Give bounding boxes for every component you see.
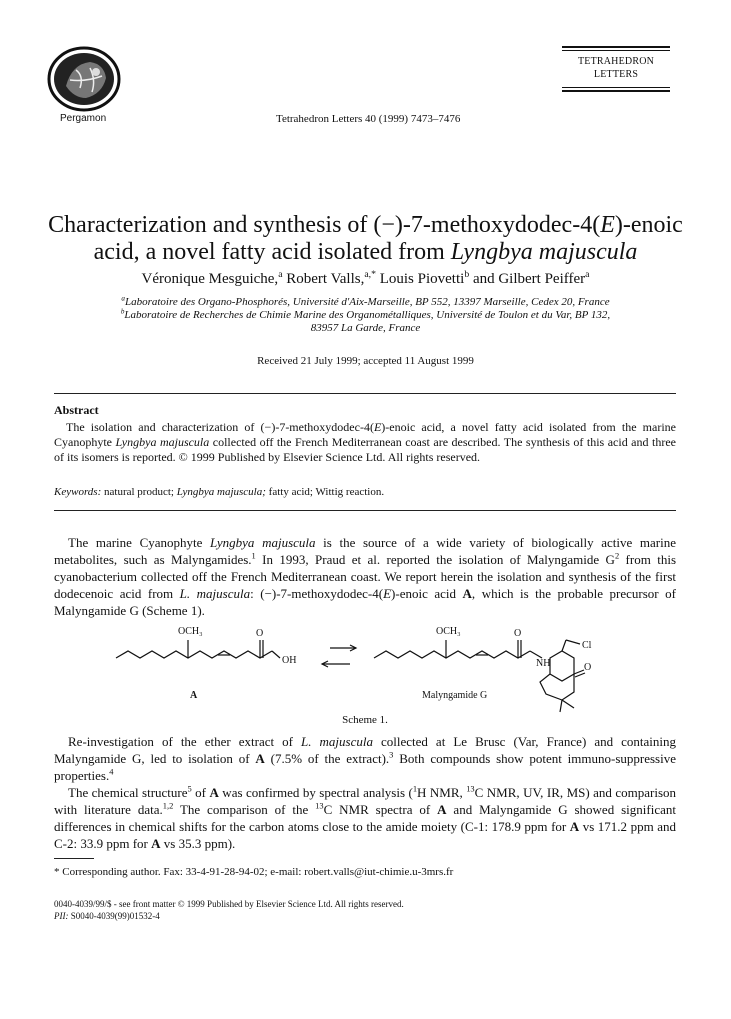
compound-label-malyngamide: Malyngamide G xyxy=(422,690,488,701)
affiliation-b-cont: 83957 La Garde, France xyxy=(310,322,421,334)
author: Véronique Mesguiche, xyxy=(141,271,279,287)
author-list: Véronique Mesguiche,$^a$ Robert Valls,$^{a,*}$ Louis Piovetti$^b$ and Gilbert Peiffer$^a$ xyxy=(141,269,590,287)
journal-title-line2: LETTERS xyxy=(593,69,639,80)
article-title: Characterization and synthesis of (−)-7-methoxydodec-4(E)-enoic acid, a novel fatty acid isolated from Lyngbya majuscula xyxy=(48,212,683,265)
journal-title-line1: TETRAHEDRON xyxy=(577,56,655,67)
scheme-caption: Scheme 1. xyxy=(342,714,388,726)
och3-label: OCH₃ xyxy=(436,626,461,637)
carbonyl-o-label: O xyxy=(514,628,522,639)
compound-a-chain xyxy=(116,651,272,658)
affiliation-b: $^b$Laboratoire de Recherches de Chimie Marine des Organométalliques, Université de Toulon et du Var, BP 132, xyxy=(120,307,611,321)
journal-reference: Tetrahedron Letters 40 (1999) 7473–7476 xyxy=(276,113,461,125)
issn-line: 0040-4039/99/$ - see front matter © 1999 Published by Elsevier Science Ltd. All rights reserved. xyxy=(54,899,404,909)
received-dates: Received 21 July 1999; accepted 11 August 1999 xyxy=(257,355,474,367)
cl-label: Cl xyxy=(582,640,592,651)
compound-label-a: A xyxy=(190,690,198,701)
publisher-name: Pergamon xyxy=(60,113,107,124)
ring-o-label: O xyxy=(584,662,592,673)
divider xyxy=(54,393,676,394)
body-paragraph-1: The marine Cyanophyte Lyngbya majuscula is the source of a wide variety of biologically active marine metabolites, such as Malyngamides.$^1$ In 1993, Praud et al. reported the isolation of Malyngamide $G^2$ from this cyanobacterium collected off the French Mediterranean coast. We report herein the isolation and synthesis of the first dodecenoic acid from L. majuscula: (−)-7-methoxydodec-4(E)-enoic acid A, which is the probable precursor of Malyngamide G (Scheme 1). xyxy=(54,535,677,618)
abstract-text: The isolation and characterization of (−)-7-methoxydodec-4(E)-enoic acid, a novel fatty acid isolated from the marine Cyanophyte Lyngbya majuscula collected off the French Mediterranean coast are described. The synthesis of this acid and three of its isomers is reported. © 1999 Published by Elsevier Science Ltd. All rights reserved. xyxy=(54,420,676,464)
body-paragraph-3: The chemical structure$^5$ of A was confirmed by spectral analysis ($^1$H NMR, $^{13}$C NMR, UV, IR, MS) and comparison with literature data.$^{1,2}$ The comparison of the $^{13}$C NMR spectra of A and Malyngamide G showed significant differences in chemical shifts for the carbon atoms close to the amide moiety (C-1: 178.9 ppm for A vs 171.2 ppm and C-2: 33.9 ppm for A vs 35.3 ppm). xyxy=(54,783,677,851)
malyngamide-chain xyxy=(374,651,530,658)
divider xyxy=(54,510,676,511)
issn-block xyxy=(54,898,404,922)
body-paragraph-2: Re-investigation of the ether extract of L. majuscula collected at Le Brusc (Var, France) and containing Malyngamide G, led to isolation of A (7.5% of the extract).$^3$ Both compounds show potent immuno-suppressive properties.$^4$ xyxy=(54,734,677,783)
pii-line: PII: S0040-4039(99)01532-4 xyxy=(54,911,160,921)
malyngamide-ring xyxy=(550,651,574,681)
keywords: Keywords: natural product; Lyngbya majuscula; fatty acid; Wittig reaction. xyxy=(54,486,385,498)
publisher-logo xyxy=(46,46,122,112)
author: Robert Valls, xyxy=(282,271,365,287)
corresponding-author-footnote: * Corresponding author. Fax: 33-4-91-28-94-02; e-mail: robert.valls@iut-chimie.u-3mrs.fr xyxy=(54,866,454,878)
oh-label: OH xyxy=(282,655,297,666)
scheme-1-structures xyxy=(110,618,620,714)
author: and Gilbert Peiffer xyxy=(469,271,586,287)
journal-title-block xyxy=(562,46,670,94)
abstract-heading: Abstract xyxy=(54,403,99,417)
nh-label: NH xyxy=(536,658,551,669)
affiliation-a: $^a$Laboratoire des Organo-Phosphorés, Université d'Aix-Marseille, BP 552, 13397 Marseille, Cedex 20, France xyxy=(121,294,610,308)
och3-label: OCH₃ xyxy=(178,626,203,637)
footnote-divider xyxy=(54,858,94,859)
author: Louis Piovetti xyxy=(375,271,465,287)
carbonyl-o-label: O xyxy=(256,628,264,639)
affiliations xyxy=(40,296,691,335)
